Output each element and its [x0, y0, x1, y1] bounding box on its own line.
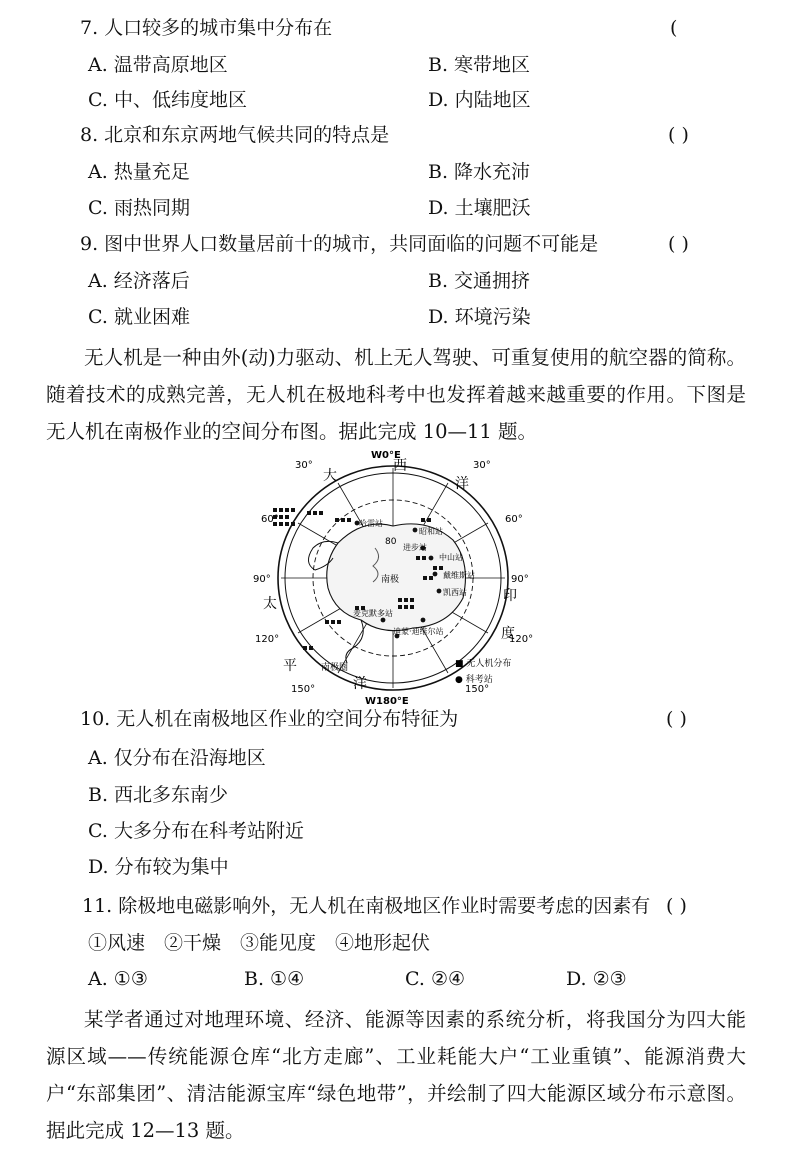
station-label-davis: 戴维斯站	[443, 571, 475, 580]
antarctica-drone-map	[243, 448, 543, 706]
drone-intro-paragraph: 无人机是一种由外(动)力驱动、机上无人驾驶、可重复使用的航空器的简称。随着技术的成熟完善，无人机在极地科考中也发挥着越来越重要的作用。下图是无人机在南极作业的空间分布图。据此完成 10—11 题。	[46, 346, 746, 443]
q11-option-b[interactable]: B. ①④	[244, 968, 305, 990]
station-label-mcmurdo: 麦克默多站	[353, 609, 393, 618]
label-90w: 90°	[253, 574, 271, 585]
station-label-halley: 哈雷站	[359, 519, 383, 528]
q7-option-c[interactable]: C. 中、低纬度地区	[88, 89, 247, 111]
label-60w: 60°	[261, 514, 279, 525]
q7-option-a[interactable]: A. 温带高原地区	[88, 54, 228, 76]
legend-drone: ■ 无人机分布	[455, 659, 512, 669]
label-150w: 150°	[291, 684, 316, 695]
south-pole-label: 南极	[381, 575, 400, 585]
station-label-progress: 进步站	[403, 543, 427, 552]
q7-option-d[interactable]: D. 内陆地区	[428, 89, 531, 111]
ocean-ping: 平	[283, 658, 297, 674]
q11-factor-list: ①风速 ②干燥 ③能见度 ④地形起伏	[88, 932, 431, 954]
ocean-yang2: 洋	[353, 676, 367, 692]
station-label-dumont: 迪蒙·迪维尔站	[393, 627, 444, 636]
q8-stem: 8. 北京和东京两地气候共同的特点是	[80, 124, 390, 146]
label-80: 80	[385, 537, 397, 547]
ocean-xi: 西	[393, 458, 407, 474]
label-120w: 120°	[255, 634, 280, 645]
label-30e: 30°	[473, 460, 491, 471]
label-120e: 120°	[509, 634, 534, 645]
q9-option-d[interactable]: D. 环境污染	[428, 306, 531, 328]
q10-option-b[interactable]: B. 西北多东南少	[88, 784, 229, 806]
energy-intro-paragraph: 某学者通过对地理环境、经济、能源等因素的系统分析，将我国分为四大能源区域——传统能源仓库“北方走廊”、工业耗能大户“工业重镇”、能源消费大户“东部集团”、清洁能源宝库“绿色地带”，并绘制了四大能源区域分布示意图。据此完成 12—13 题。	[46, 1008, 746, 1142]
q8-answer-paren[interactable]: ( )	[668, 124, 689, 146]
q11-option-c[interactable]: C. ②④	[405, 968, 466, 990]
q9-option-b[interactable]: B. 交通拥挤	[428, 270, 531, 292]
q10-answer-paren[interactable]: ( )	[666, 708, 687, 730]
q9-answer-paren[interactable]: ( )	[668, 233, 689, 255]
antarctic-circle-label: 南极圈	[321, 663, 349, 673]
q8-option-d[interactable]: D. 土壤肥沃	[428, 197, 531, 219]
q7-answer-paren[interactable]: (	[670, 17, 714, 39]
q10-option-c[interactable]: C. 大多分布在科考站附近	[88, 820, 304, 842]
q11-option-a[interactable]: A. ①③	[88, 968, 148, 990]
ocean-yin: 印	[503, 588, 517, 604]
q11-stem: 11. 除极地电磁影响外，无人机在南极地区作业时需要考虑的因素有	[82, 895, 651, 917]
label-60e: 60°	[505, 514, 523, 525]
label-150e: 150°	[465, 684, 490, 695]
q9-option-c[interactable]: C. 就业困难	[88, 306, 190, 328]
ocean-du: 度	[501, 626, 515, 642]
label-30w: 30°	[295, 460, 313, 471]
ocean-da: 大	[323, 468, 337, 484]
station-label-zhongshan: 中山站	[439, 553, 463, 562]
station-label-syowa: 昭和站	[419, 527, 443, 536]
q7-option-b[interactable]: B. 寒带地区	[428, 54, 531, 76]
q8-option-c[interactable]: C. 雨热同期	[88, 197, 190, 219]
q8-option-b[interactable]: B. 降水充沛	[428, 161, 531, 183]
label-bottom-meridian: W180°E	[365, 696, 409, 706]
legend-station: ● 科考站	[455, 675, 493, 685]
q9-stem: 9. 图中世界人口数量居前十的城市，共同面临的问题不可能是	[80, 233, 599, 255]
ocean-yang: 洋	[455, 476, 469, 492]
q9-option-a[interactable]: A. 经济落后	[88, 270, 190, 292]
q8-option-a[interactable]: A. 热量充足	[88, 161, 190, 183]
q10-option-d[interactable]: D. 分布较为集中	[88, 856, 229, 878]
q11-option-d[interactable]: D. ②③	[566, 968, 627, 990]
station-label-casey: 凯西站	[443, 588, 467, 597]
q10-option-a[interactable]: A. 仅分布在沿海地区	[88, 747, 266, 769]
q11-answer-paren[interactable]: ( )	[666, 895, 687, 917]
q7-stem: 7. 人口较多的城市集中分布在	[80, 17, 333, 39]
ocean-tai: 太	[263, 596, 277, 612]
label-top-meridian: W0°E	[371, 450, 401, 461]
label-90e: 90°	[511, 574, 529, 585]
q10-stem: 10. 无人机在南极地区作业的空间分布特征为	[80, 708, 459, 730]
